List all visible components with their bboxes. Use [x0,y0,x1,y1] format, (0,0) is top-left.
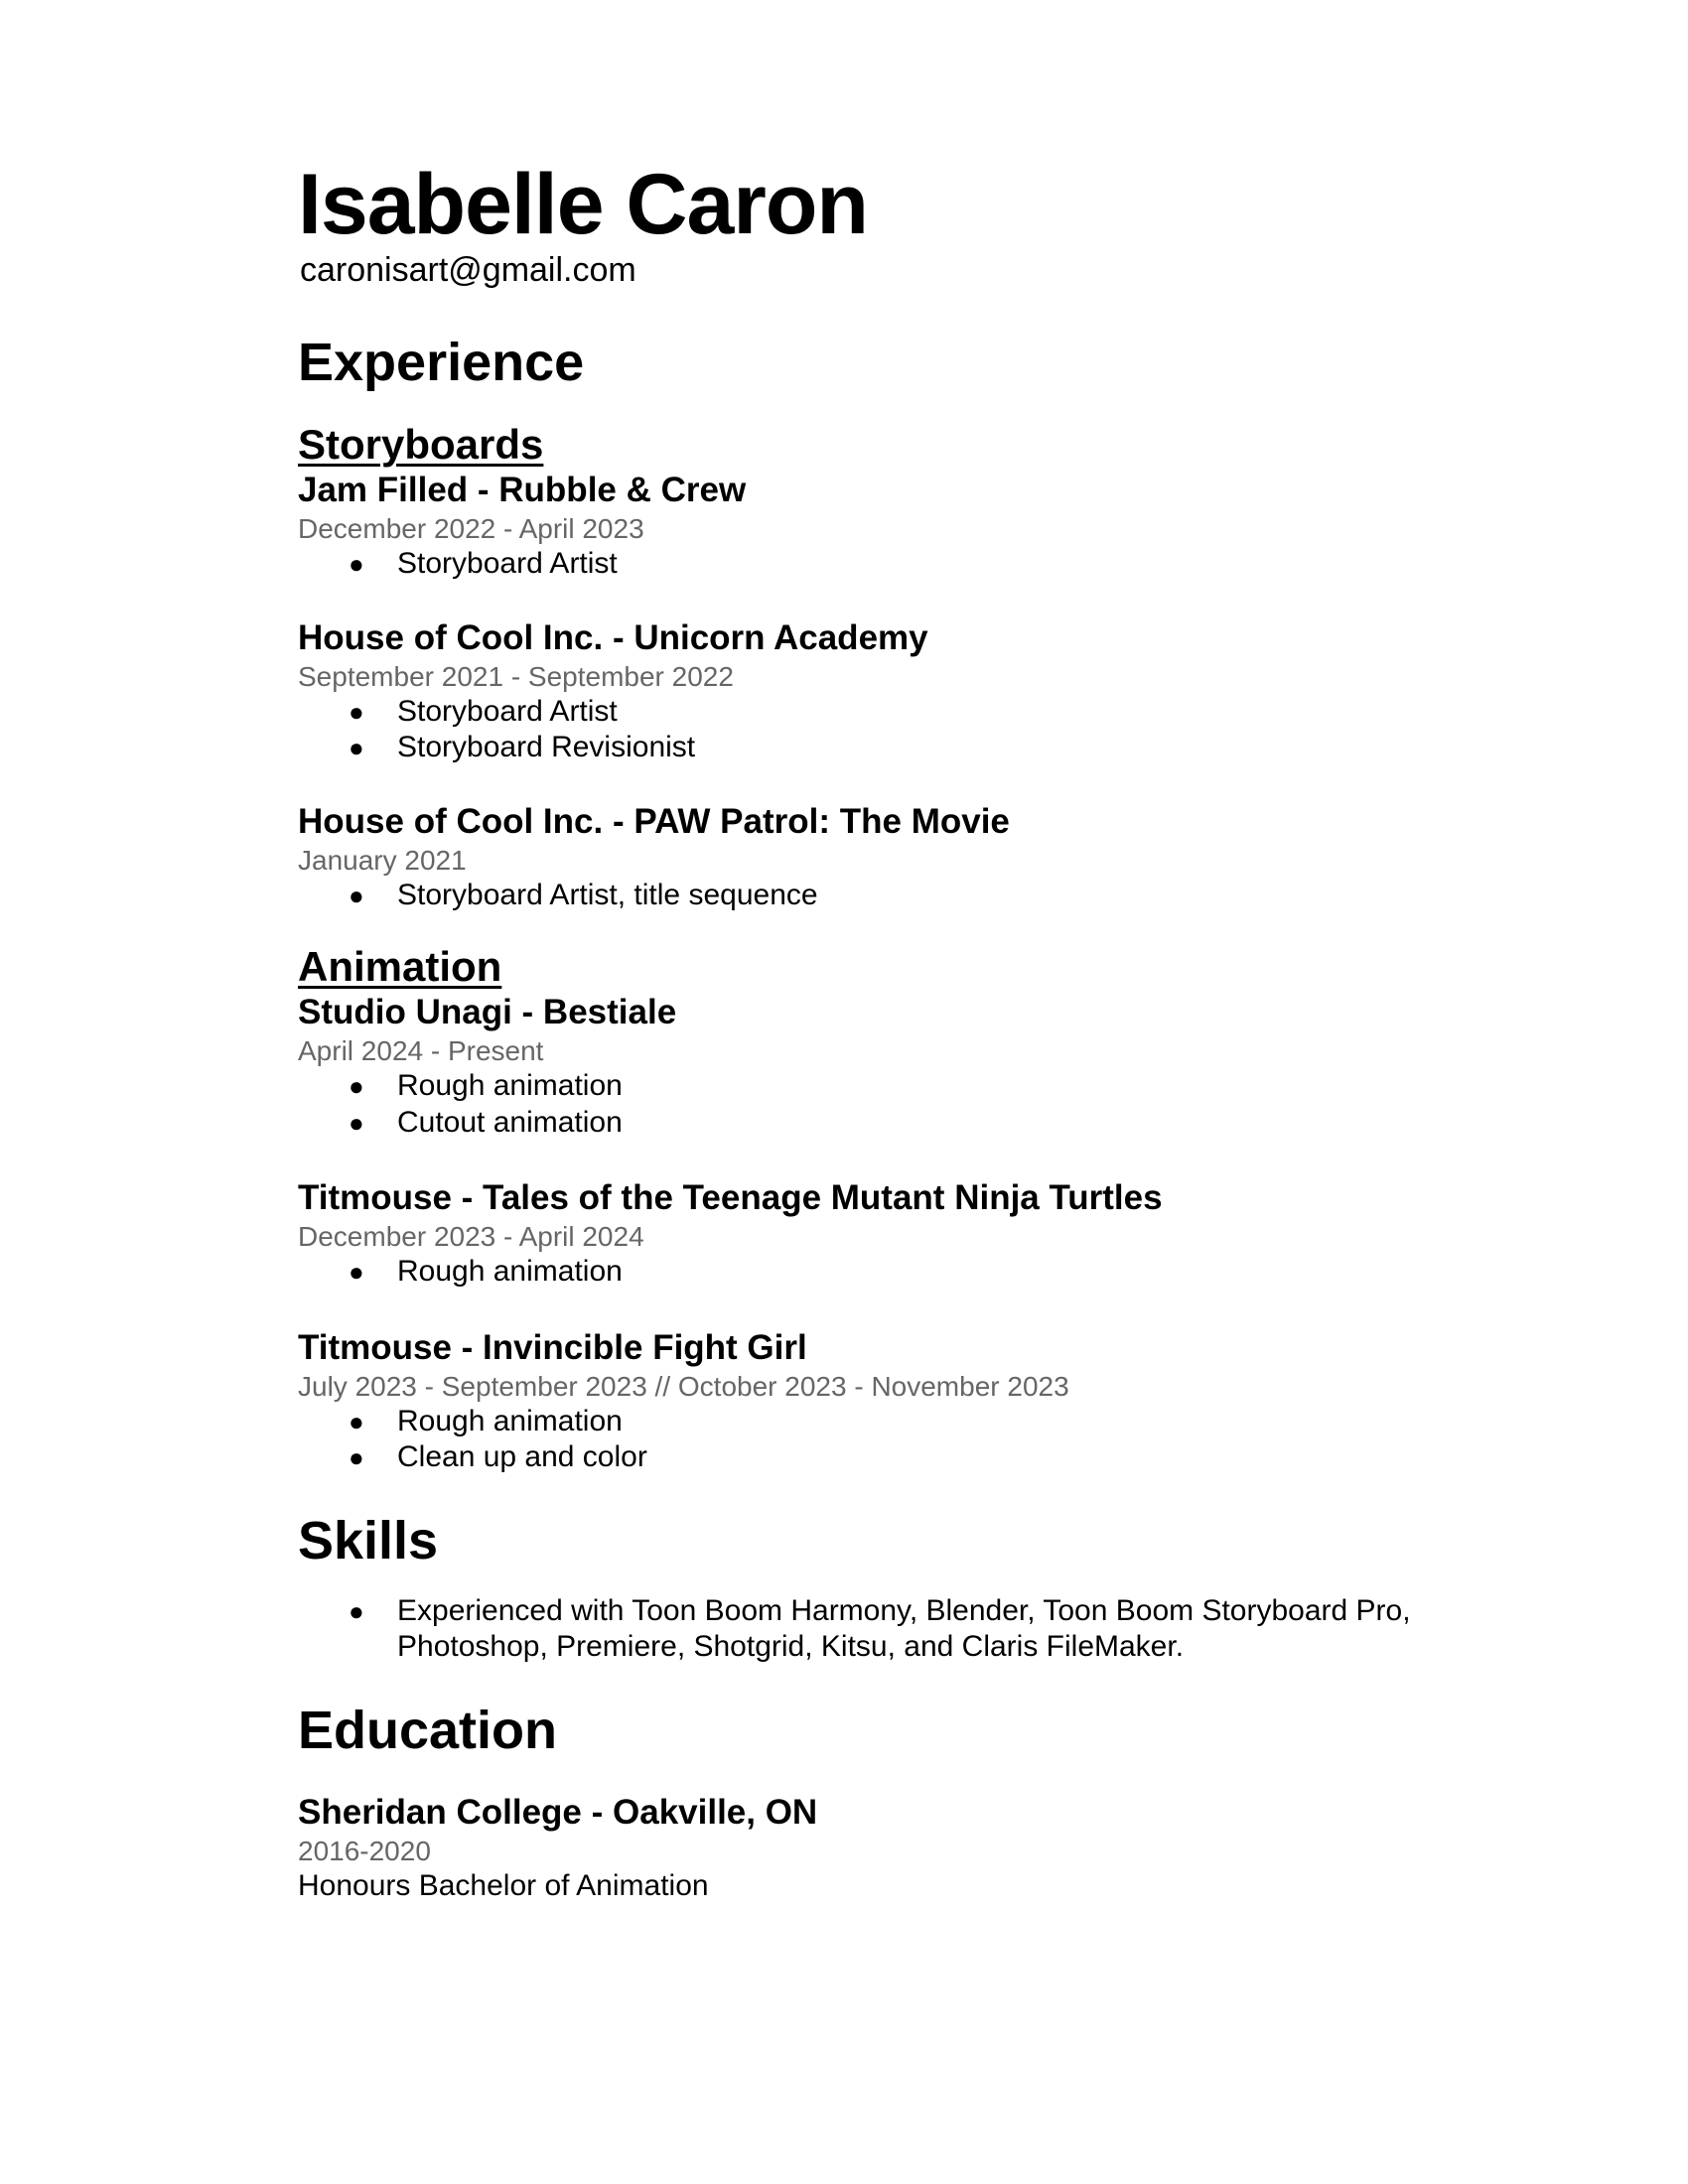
duty-list [298,878,1450,914]
duty-list [298,1068,1450,1141]
experience-heading: Experience [298,333,585,392]
duty-item [298,730,1450,766]
duty-text: Storyboard Artist [397,694,618,728]
duty-text: Rough animation [397,1404,623,1437]
bullet-icon: ● [349,1595,364,1626]
duty-list [298,546,1450,583]
bullet-icon: ● [349,733,364,762]
school-name: Sheridan College - Oakville, ON [298,1792,818,1832]
animation-heading: Animation [298,943,502,990]
job-dates: January 2021 [298,844,467,876]
duty-text: Cutout animation [397,1105,623,1139]
bullet-icon: ● [349,1257,364,1287]
job-entry [298,991,1450,1141]
education-section [298,1700,1450,1904]
job-dates: December 2022 - April 2023 [298,513,644,544]
job-title: House of Cool Inc. - Unicorn Academy [298,617,928,657]
resume-header [298,159,1450,290]
skill-text-line-2: Photoshop, Premiere, Shotgrid, Kitsu, and Claris FileMaker. [397,1630,1185,1663]
job-entry [298,616,1450,766]
job-title: Titmouse - Invincible Fight Girl [298,1327,807,1367]
job-dates: April 2024 - Present [298,1035,544,1066]
storyboards-heading: Storyboards [298,421,544,468]
duty-text: Storyboard Artist, title sequence [397,878,818,911]
animation-subsection [298,943,1450,1476]
job-entry [298,800,1450,914]
job-dates: July 2023 - September 2023 // October 2023 - November 2023 [298,1370,1069,1402]
email-address: caronisart@gmail.com [300,251,636,289]
duty-item [298,1254,1450,1291]
bullet-icon: ● [349,549,364,579]
degree: Honours Bachelor of Animation [298,1868,709,1902]
job-title: House of Cool Inc. - PAW Patrol: The Movie [298,801,1010,841]
bullet-icon: ● [349,696,364,727]
education-heading: Education [298,1700,558,1760]
education-dates: 2016-2020 [298,1835,431,1866]
job-dates: December 2023 - April 2024 [298,1221,644,1252]
duty-list [298,694,1450,766]
experience-section [298,332,1450,1476]
resume-page [298,159,1450,1904]
bullet-icon: ● [349,880,364,910]
duty-item [298,546,1450,583]
duty-text: Rough animation [397,1255,623,1288]
job-title: Titmouse - Tales of the Teenage Mutant Ninja Turtles [298,1178,1163,1217]
duty-item [298,878,1450,914]
bullet-icon: ● [349,1107,364,1138]
duty-list [298,1254,1450,1291]
skills-list [298,1593,1450,1666]
duty-item [298,1439,1450,1476]
job-title: Studio Unagi - Bestiale [298,993,677,1031]
bullet-icon: ● [349,1406,364,1436]
skill-text-line-1: Experienced with Toon Boom Harmony, Blender, Toon Boom Storyboard Pro, [397,1593,1411,1627]
job-entry [298,469,1450,583]
duty-text: Storyboard Revisionist [397,731,696,763]
bullet-icon: ● [349,1071,364,1101]
skills-heading: Skills [298,1510,439,1570]
duty-item [298,1068,1450,1105]
job-title: Jam Filled - Rubble & Crew [298,471,747,509]
job-entry [298,1326,1450,1476]
duty-item [298,1404,1450,1440]
bullet-icon: ● [349,1442,364,1472]
skills-section [298,1510,1450,1666]
candidate-name: Isabelle Caron [298,157,868,252]
job-entry [298,1176,1450,1291]
storyboards-subsection [298,421,1450,913]
job-dates: September 2021 - September 2022 [298,660,734,692]
duty-item [298,1105,1450,1142]
duty-list [298,1404,1450,1476]
duty-text: Storyboard Artist [397,547,618,580]
duty-text: Clean up and color [397,1440,647,1473]
duty-item [298,694,1450,731]
education-entry [298,1791,1450,1904]
skill-item [298,1593,1450,1666]
duty-text: Rough animation [397,1069,623,1102]
